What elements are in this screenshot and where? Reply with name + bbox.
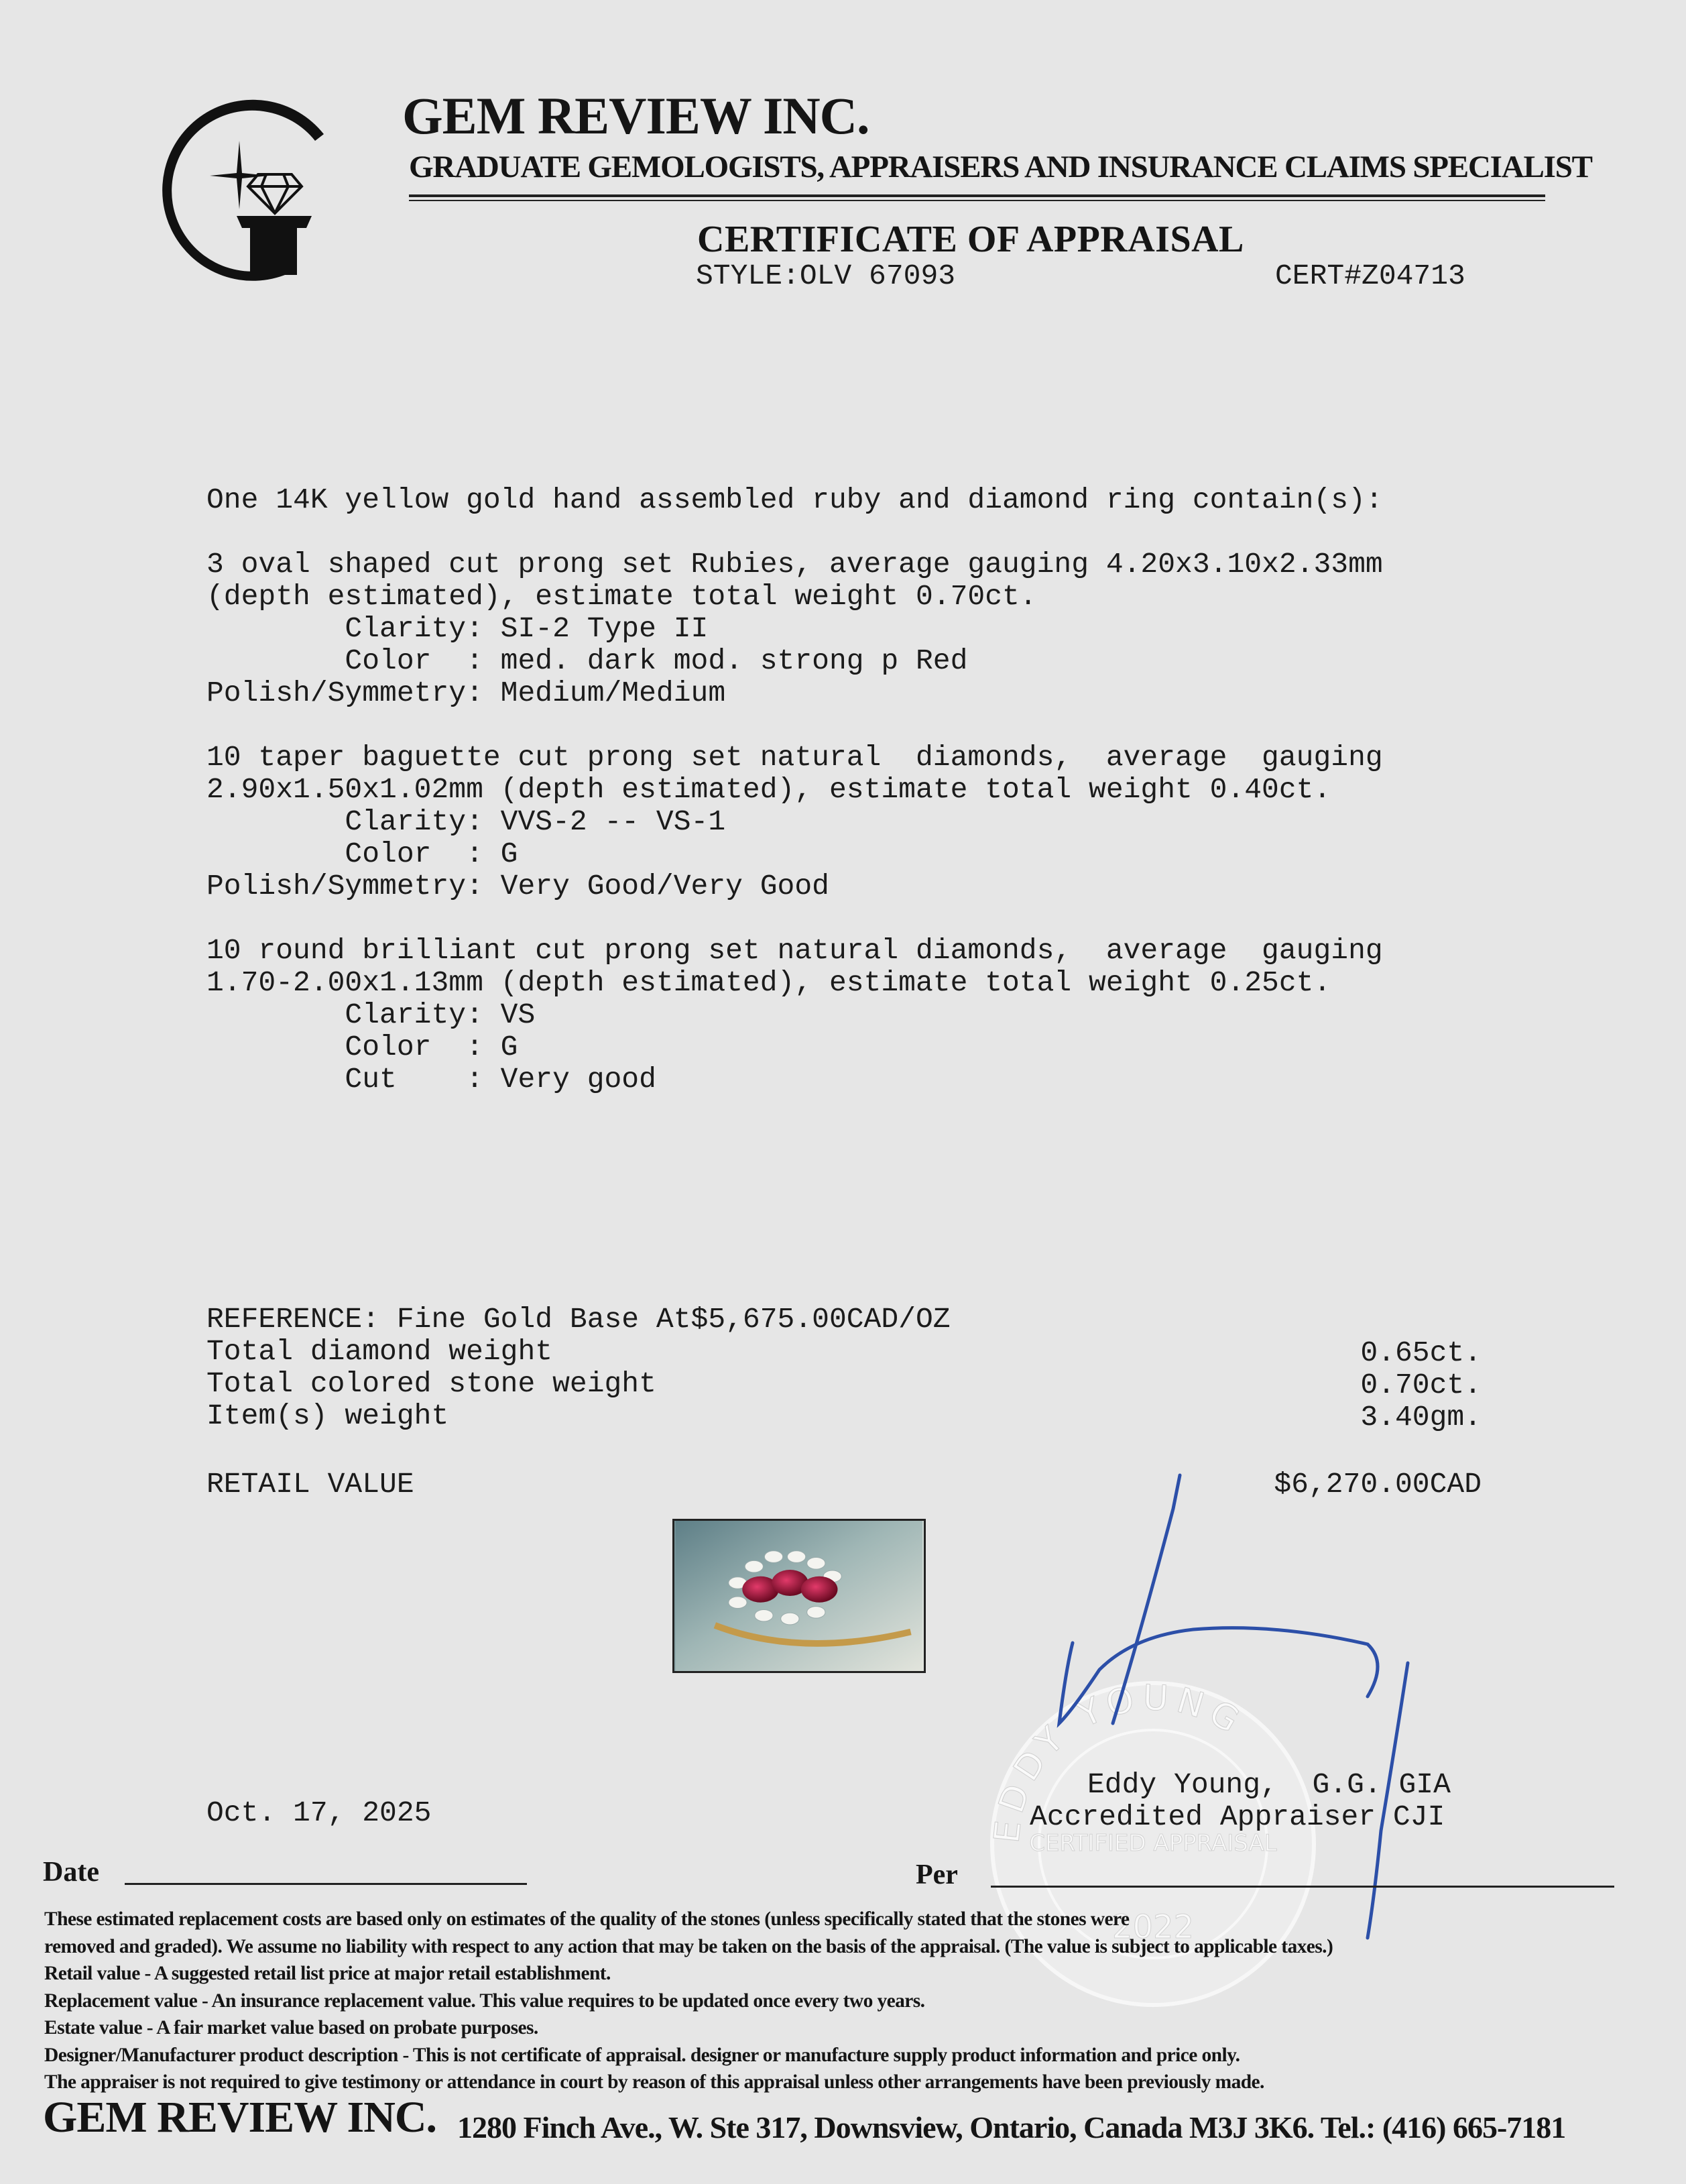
tagline: GRADUATE GEMOLOGISTS, APPRAISERS AND INSURANCE CLAIMS SPECIALIST: [409, 150, 1592, 184]
seal-year: 2022: [1111, 1908, 1195, 1946]
footer-address: 1280 Finch Ave., W. Ste 317, Downsview, Ontario, Canada M3J 3K6. Tel.: (416) 665-7181: [457, 2110, 1566, 2144]
seal-center-text: CERTIFIED APPRAISAL: [1029, 1830, 1277, 1857]
reference-values: 0.65ct. 0.70ct. 3.40gm.: [1360, 1336, 1482, 1434]
disclaimer-line: Replacement value - An insurance replacement value. This value requires to be updated once every two years.: [44, 1990, 925, 2012]
retail-value-label: RETAIL VALUE: [206, 1468, 414, 1501]
document-title: CERTIFICATE OF APPRAISAL: [697, 219, 1244, 260]
disclaimer-line: These estimated replacement costs are based only on estimates of the quality of the stones (unless specifically stated that the stones were: [44, 1908, 1130, 1930]
disclaimer: [44, 1906, 1680, 2096]
per-underline: [991, 1886, 1614, 1888]
ring-photo: [672, 1519, 926, 1673]
header-rule-bottom: [409, 200, 1545, 201]
appraiser-title: Accredited Appraiser CJI: [1030, 1800, 1445, 1833]
date-underline: [125, 1883, 527, 1885]
per-label: Per: [916, 1859, 958, 1890]
footer-company-name: GEM REVIEW INC.: [43, 2093, 437, 2142]
appraiser-name: Eddy Young, G.G. GIA: [1087, 1768, 1451, 1801]
disclaimer-line: Designer/Manufacturer product description - This is not certificate of appraisal. designer or manufacture supply product information and price only.: [44, 2044, 1240, 2066]
date-label: Date: [43, 1857, 99, 1888]
item-description: One 14K yellow gold hand assembled ruby and diamond ring contain(s): 3 oval shaped cut prong set Rubies, average gauging 4.20x3.10x2.33mm (depth estimated), estimate total weight 0.70ct. Clarity: SI-2 Type II Color : med. dark mod. strong p Red Polish/Symmetry: Medium/Medium 10 taper baguette cut prong set natural diamonds, average gauging 2.90x1.50x1.02mm (depth estimated), estimate total weight 0.40ct. Clarity: VVS-2 -- VS-1 Color : G Polish/Symmetry: Very Good/Very Good 10 round brilliant cut prong set natural diamonds, average gauging 1.70-2.00x1.13mm (depth estimated), estimate total weight 0.25ct. Clarity: VS Color : G Cut : Very good: [206, 483, 1383, 1096]
retail-value-amount: $6,270.00CAD: [1274, 1468, 1482, 1501]
handwritten-signature: [992, 1469, 1421, 1951]
style-number: STYLE:OLV 67093: [696, 260, 956, 292]
disclaimer-line: Retail value - A suggested retail list price at major retail establishment.: [44, 1963, 611, 1984]
company-name: GEM REVIEW INC.: [402, 87, 869, 145]
date-value: Oct. 17, 2025: [206, 1796, 432, 1829]
disclaimer-line: The appraiser is not required to give testimony or attendance in court by reason of this appraisal unless other arrangements have been previously made.: [44, 2071, 1264, 2093]
header-rule-top: [409, 194, 1545, 197]
seal-ring-text: EDDY YOUNG: [987, 1678, 1252, 1845]
disclaimer-line: Estate value - A fair market value based on probate purposes.: [44, 2017, 538, 2038]
reference-labels: REFERENCE: Fine Gold Base At$5,675.00CAD/OZ Total diamond weight Total colored stone weight Item(s) weight: [206, 1303, 951, 1432]
disclaimer-line: removed and graded). We assume no liability with respect to any action that may be taken on the basis of the appraisal. (The value is subject to applicable taxes.): [44, 1935, 1333, 1957]
gem-logo-icon: [151, 94, 345, 295]
cert-number: CERT#Z04713: [1275, 260, 1465, 292]
